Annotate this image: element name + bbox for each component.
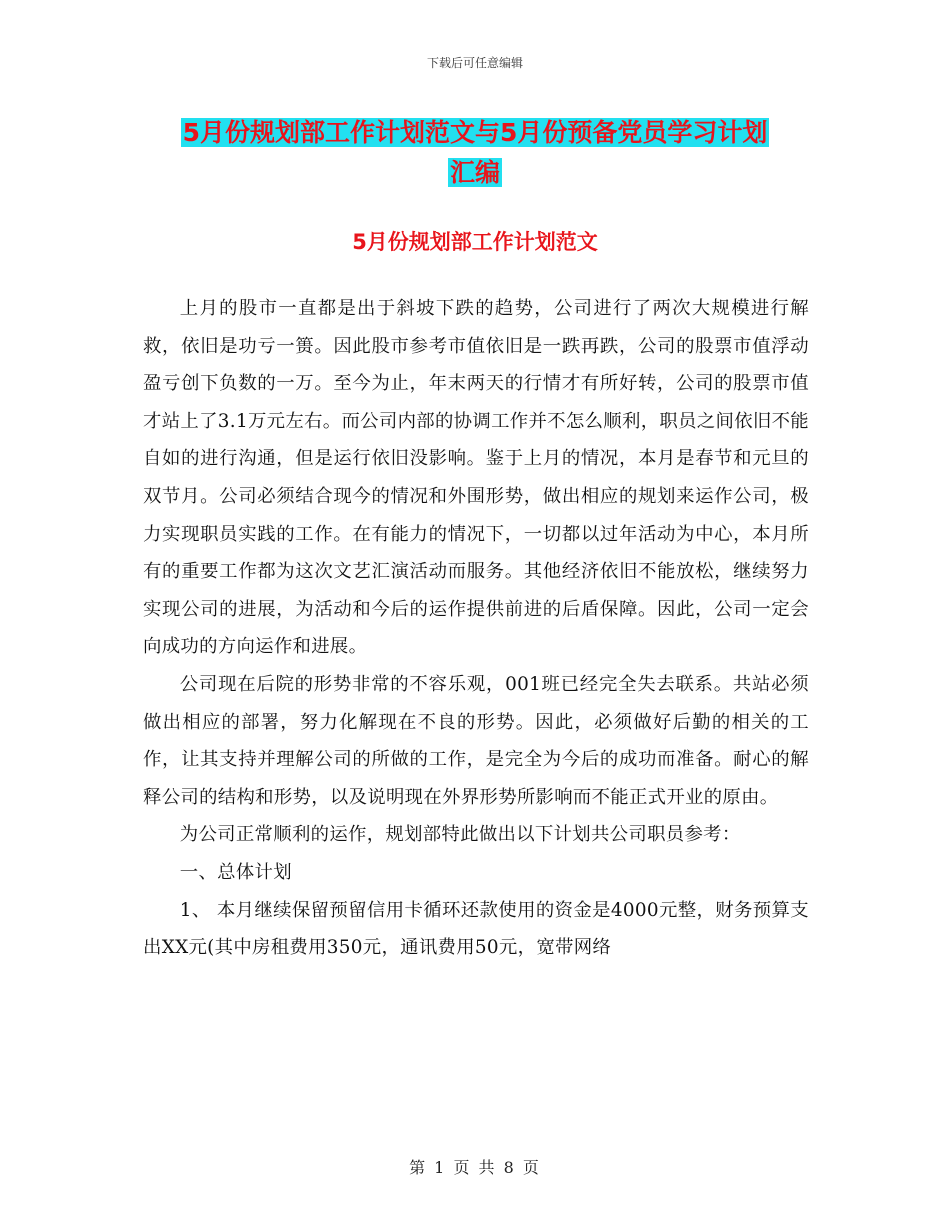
document-title-line-1 <box>0 114 950 152</box>
document-title-line-2 <box>0 154 950 192</box>
body-text <box>143 290 809 967</box>
paragraph: 一、总体计划 <box>179 861 292 883</box>
paragraph: 为公司正常顺利的运作，规划部特此做出以下计划共公司职员参考： <box>179 824 741 846</box>
header-note: 下载后可任意编辑 <box>426 56 523 70</box>
document-title-text-1: 5月份规划部工作计划范文与5月份预备党员学习计划 <box>182 118 768 147</box>
paragraph: 公司现在后院的形势非常的不容乐观，001班已经完全失去联系。共站必须做出相应的部署，努力化解现在不良的形势。因此，必须做好后勤的相关的工作，让其支持并理解公司的所做的工作，是完全为今后的成功而准备。耐心的解释公司的结构和形势，以及说明现在外界形势所影响而不能正式开业的原由。 <box>143 673 809 808</box>
page-footer: 第 1 页 共 8 页 <box>409 1158 541 1177</box>
paragraph: 上月的股市一直都是出于斜坡下跌的趋势，公司进行了两次大规模进行解救，依旧是功亏一篑。因此股市参考市值依旧是一跌再跌，公司的股票市值浮动盈亏创下负数的一万。至今为止，年末两天的行情才有所好转，公司的股票市值才站上了3.1万元左右。而公司内部的协调工作并不怎么顺利，职员之间依旧不能自如的进行沟通，但是运行依旧没影响。鉴于上月的情况，本月是春节和元旦的双节月。公司必须结合现今的情况和外围形势，做出相应的规划来运作公司，极力实现职员实践的工作。在有能力的情况下，一切都以过年活动为中心，本月所有的重要工作都为这次文艺汇演活动而服务。其他经济依旧不能放松，继续努力实现公司的进展，为活动和今后的运作提供前进的后盾保障。因此，公司一定会向成功的方向运作和进展。 <box>143 298 809 658</box>
paragraph: 1、 本月继续保留预留信用卡循环还款使用的资金是4000元整，财务预算支出XX元(其中房租费用350元，通讯费用50元，宽带网络 <box>143 899 809 959</box>
section-subtitle: 5月份规划部工作计划范文 <box>352 230 598 254</box>
document-title-text-2: 汇编 <box>449 158 500 187</box>
